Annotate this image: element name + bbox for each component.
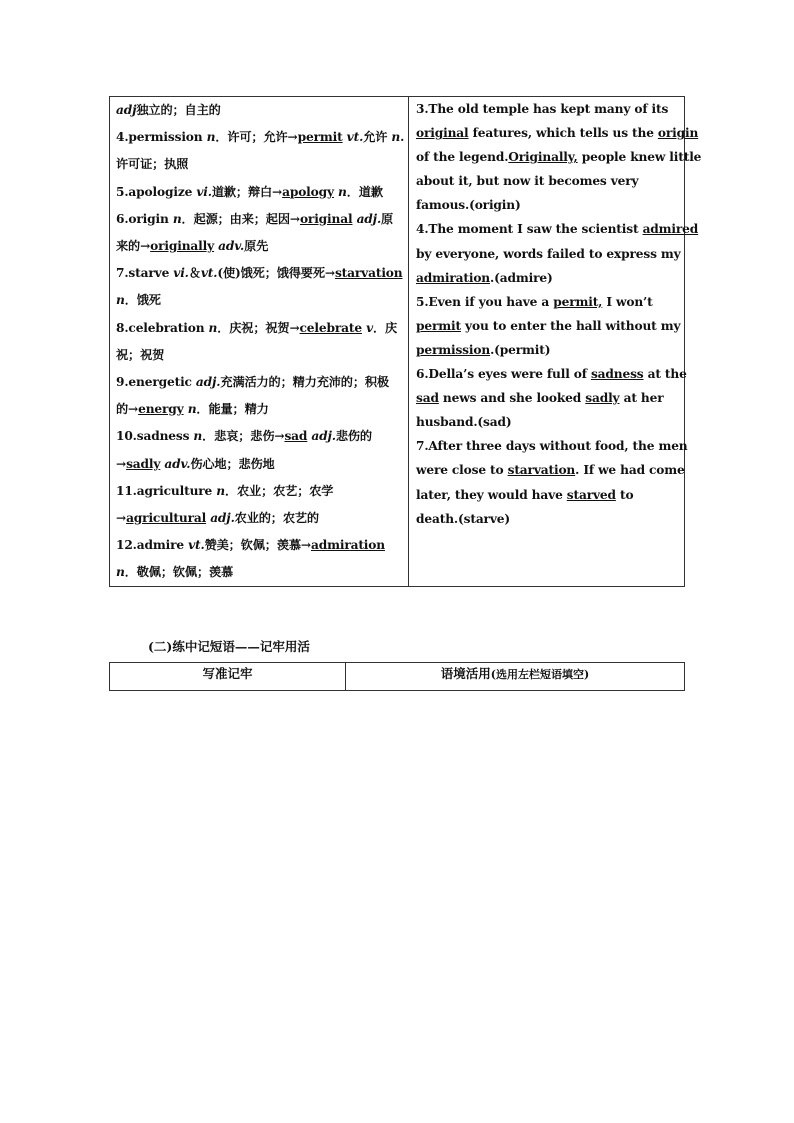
sentence-line [416, 266, 680, 290]
text-run: ．农业；农艺；农学 [224, 483, 334, 498]
text-run: 伤心地；悲伤地 [190, 456, 275, 471]
text-run: → [116, 456, 127, 471]
text-run: 4.permission [116, 130, 207, 145]
text-run: 9.energetic [116, 375, 196, 390]
text-run: .(permit) [490, 342, 551, 357]
answer-blank: sad [416, 391, 439, 406]
text-run: death.(starve) [416, 511, 510, 526]
text-run: v [366, 320, 373, 335]
section-title: (二)练中记短语——记牢用活 [148, 639, 310, 654]
text-run: by everyone, words failed to express my [416, 246, 681, 261]
text-run: n [206, 130, 216, 145]
text-run: ．敬佩；钦佩；羡慕 [124, 565, 234, 580]
sentence-line [416, 217, 699, 241]
text-run: n [208, 320, 218, 335]
text-run: 8.celebration [116, 320, 209, 335]
vocabulary-table [109, 96, 702, 587]
text-run: news and she looked [438, 391, 586, 406]
sentence-line [416, 507, 680, 531]
text-run: features, which tells us the [468, 126, 658, 141]
text-run: 农业的；农艺的 [234, 511, 319, 526]
text-run: ．道歉 [346, 184, 383, 199]
text-run: n [216, 483, 225, 498]
sentence-line [416, 434, 688, 458]
text-run: n [391, 130, 401, 145]
sentence-line [416, 193, 680, 217]
answer-blank: sadness [590, 367, 644, 382]
text-run: n [193, 429, 203, 444]
sentence-line [416, 362, 687, 386]
phrase-table-header [109, 662, 685, 691]
text-run: n [116, 565, 125, 580]
text-run: famous.(origin) [416, 198, 521, 213]
header-context-use-label: 语境活用 [440, 666, 491, 681]
text-run: later, they would have [416, 487, 567, 502]
sentence-line [416, 338, 680, 362]
text-run: adj. [195, 375, 221, 390]
text-run: adv. [164, 456, 191, 471]
text-run: vt. [346, 130, 364, 145]
text-run: 6.Della’s eyes were full of [416, 367, 591, 382]
text-run: 原 [381, 211, 394, 226]
answer-blank: permit [416, 318, 461, 333]
answer-blank: origin [657, 126, 699, 141]
text-run: 6.origin [116, 211, 173, 226]
text-run: at her [619, 391, 664, 406]
text-run: 许可证；执照 [116, 157, 189, 172]
text-run: ．庆 [373, 320, 398, 335]
answer-blank: admired [642, 222, 699, 237]
text-run: 5.Even if you have a [416, 294, 554, 309]
text-run: 来的→ [116, 239, 151, 254]
text-run: .(admire) [490, 270, 553, 285]
word-form-line [116, 206, 404, 233]
text-run: n [116, 293, 125, 308]
word-form-line [116, 451, 404, 478]
sentence-line [416, 121, 699, 145]
header-write-remember: 写准记牢 [110, 663, 346, 690]
answer-blank: starvation [507, 463, 576, 478]
answer-blank: energy [138, 402, 184, 417]
sentence-line [416, 145, 702, 169]
text-run: → [116, 511, 127, 526]
text-run: adj [116, 103, 137, 117]
text-run: ＆ [188, 266, 201, 281]
word-form-line [116, 260, 404, 287]
text-run: ．能量；精力 [196, 402, 269, 417]
sentence-line [416, 458, 685, 482]
text-run: ．起源；由来；起因→ [181, 211, 300, 226]
text-run: ．许可；允许→ [215, 130, 298, 145]
text-run: 原先 [244, 239, 269, 254]
answer-blank: starved [566, 487, 616, 502]
text-run: 12.admire [116, 538, 189, 553]
word-form-line [116, 423, 404, 450]
text-run: at the [643, 367, 687, 382]
text-run: 10.sadness [116, 429, 194, 444]
text-run: n [338, 184, 347, 199]
text-run: 5.apologize [116, 184, 197, 199]
text-run: people knew little [577, 150, 702, 165]
word-form-line [116, 151, 404, 178]
word-form-line [116, 369, 404, 396]
text-run: 祝；祝贺 [116, 347, 165, 362]
answer-blank: permit, [553, 294, 603, 309]
answer-blank: permission [416, 342, 491, 357]
answer-blank: original [299, 211, 353, 226]
text-run: 11.agriculture [116, 483, 217, 498]
text-run: 7.After three days without food, the men [416, 439, 688, 454]
text-run: n [172, 211, 182, 226]
text-run: I won’t [602, 294, 653, 309]
text-run: (使)饿死；饿得要死→ [217, 266, 335, 281]
word-form-line [116, 478, 404, 505]
text-run: adj. [311, 429, 336, 444]
text-run: ．悲哀；悲伤→ [202, 429, 285, 444]
sentence-line [416, 290, 680, 314]
text-run: vt. [188, 538, 205, 553]
text-run: . [400, 130, 405, 145]
answer-blank: permit [297, 130, 343, 145]
text-run: 充满活力的；精力充沛的；积极 [220, 375, 389, 390]
answer-blank: original [416, 126, 469, 141]
sentence-line [416, 169, 680, 193]
text-run: 3.The old temple has kept many of its [416, 102, 669, 116]
word-form-line [116, 505, 404, 532]
text-run: vt. [200, 266, 218, 281]
text-run: 悲伤的 [335, 429, 372, 444]
word-form-line [116, 287, 404, 314]
sentence-line [416, 242, 680, 266]
sentence-line [416, 410, 680, 434]
answer-blank: sad [284, 429, 308, 444]
sentence-line [416, 314, 680, 338]
answer-blank: admiration [310, 538, 385, 553]
answer-blank: Originally, [508, 150, 578, 165]
text-run: ．庆祝；祝贺→ [217, 320, 300, 335]
answer-blank: celebrate [299, 320, 362, 335]
word-form-line [116, 124, 404, 151]
text-run: adv. [218, 239, 245, 254]
text-run: 独立的；自主的 [136, 103, 221, 117]
text-run: vi. [196, 184, 212, 199]
answer-blank: admiration [416, 270, 491, 285]
text-run: were close to [416, 463, 508, 478]
word-form-line [116, 342, 404, 369]
sentence-line [416, 483, 680, 507]
text-run: n [187, 402, 197, 417]
header-context-use [346, 663, 684, 690]
text-run: you to enter the hall without my [460, 318, 681, 333]
sentence-line [416, 386, 680, 410]
word-form-line [116, 532, 404, 559]
context-practice-column [416, 97, 702, 531]
text-run: 道歉；辩白→ [211, 184, 283, 199]
text-run: 允许 [363, 130, 392, 145]
text-run: adj. [210, 511, 235, 526]
answer-blank: sadly [585, 391, 620, 406]
text-run: 的→ [116, 402, 139, 417]
word-form-line [116, 396, 404, 423]
header-context-use-note: (选用左栏短语填空) [490, 668, 590, 681]
text-run: to [615, 487, 634, 502]
word-form-line [116, 97, 404, 124]
answer-blank: starvation [334, 266, 403, 281]
text-run: ．饿死 [124, 293, 161, 308]
text-run: adj. [356, 211, 382, 226]
word-form-line [116, 179, 404, 206]
text-run: husband.(sad) [416, 415, 512, 430]
text-run: vi. [173, 266, 189, 281]
word-form-line [116, 315, 404, 342]
answer-blank: sadly [126, 456, 161, 471]
answer-blank: apology [282, 184, 334, 199]
text-run: of the legend. [416, 150, 509, 165]
text-run: 7.starve [116, 266, 174, 281]
text-run: 4.The moment I saw the scientist [416, 222, 643, 237]
sentence-line [416, 97, 680, 121]
text-run: . If we had come [575, 463, 685, 478]
word-form-line [116, 233, 404, 260]
text-run: about it, but now it becomes very [416, 174, 639, 189]
table-column-divider [408, 97, 409, 586]
word-forms-column [116, 97, 404, 587]
answer-blank: agricultural [126, 511, 207, 526]
answer-blank: originally [150, 239, 215, 254]
word-form-line [116, 559, 404, 586]
text-run: 赞美；钦佩；羡慕→ [204, 538, 311, 553]
